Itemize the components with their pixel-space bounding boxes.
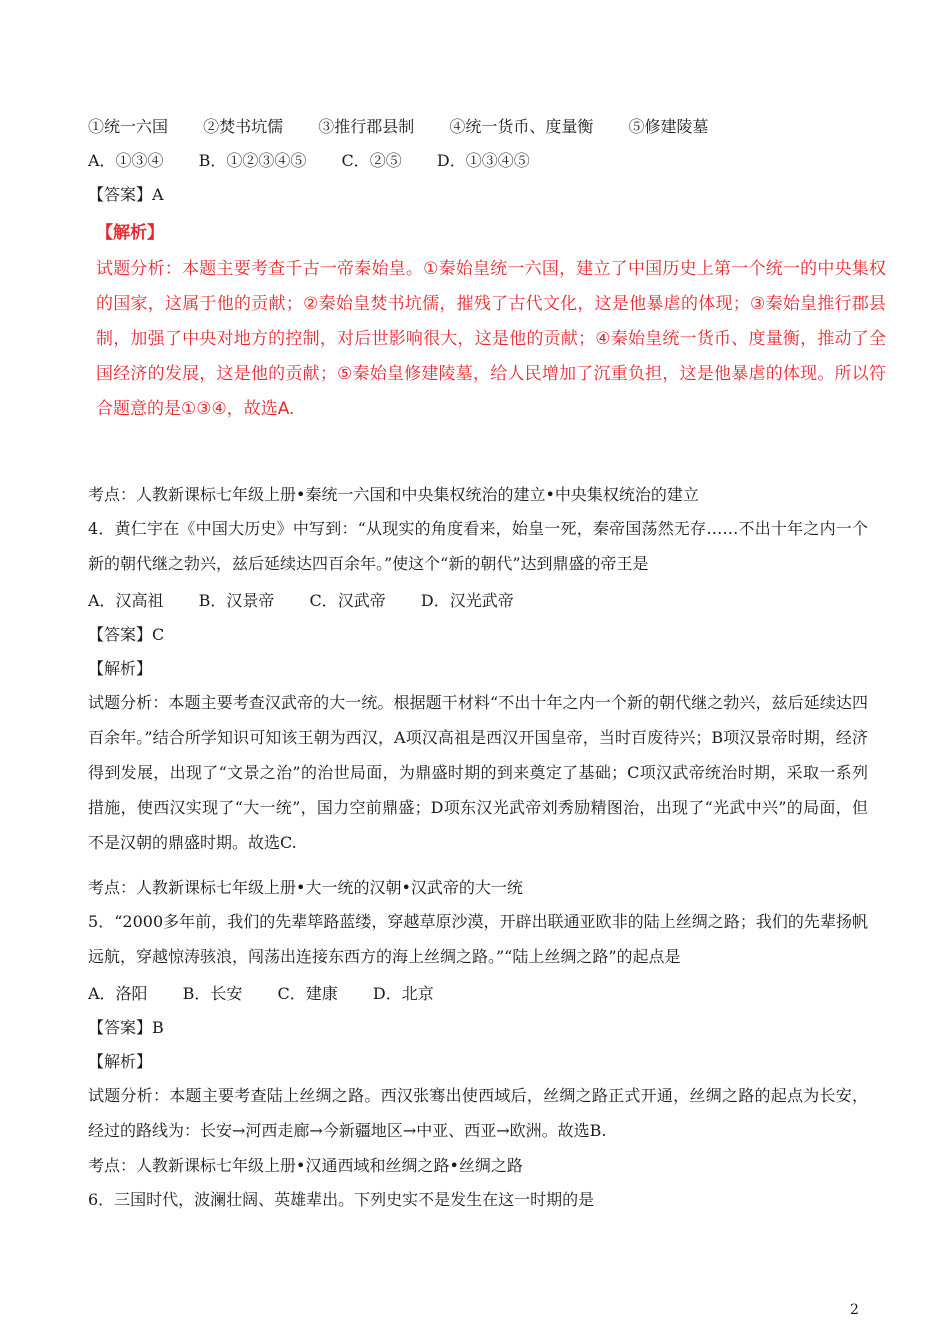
q4-options [88,591,544,611]
q5-options [88,984,464,1004]
q3-analysis-heading: 【解析】 [96,223,164,243]
q5-analysis-heading: 【解析】 [88,1052,153,1071]
q4-option: B．汉景帝 [198,591,275,610]
q3-analysis-block [96,222,886,427]
q5-stem: 5．“2000多年前，我们的先辈筚路蓝缕，穿越草原沙漠，开辟出联通亚欧非的陆上丝绸之路；我们的先辈扬帆远航，穿越惊涛骇浪，闯荡出连接东西方的海上丝绸之路。”“陆上丝绸之路”的起点是 [88,912,868,966]
q4-option: A．汉高祖 [88,591,164,610]
q4-option: D．汉光武帝 [420,591,514,610]
q5-option: A．洛阳 [88,984,148,1003]
q4-analysis-text: 试题分析：本题主要考查汉武帝的大一统。根据题干材料“不出十年之内一个新的朝代继之勃兴，兹后延续达四百余年。”结合所学知识可知该王朝为西汉，A项汉高祖是西汉开国皇帝，当时百废待兴；B项汉景帝时期，经济得到发展，出现了“文景之治”的治世局面，为鼎盛时期的到来奠定了基础；C项汉武帝统治时期，采取一系列措施，使西汉实现了“大一统”，国力空前鼎盛；D项东汉光武帝刘秀励精图治，出现了“光武中兴”的局面，但不是汉朝的鼎盛时期。故选C. [88,693,868,852]
q3-option: C．②⑤ [341,151,402,170]
q3-answer: 【答案】A [88,185,164,204]
q3-item: ①统一六国 [88,117,169,136]
q4-analysis-heading: 【解析】 [88,659,153,678]
q3-option: B．①②③④⑤ [198,151,307,170]
q4-answer: 【答案】C [88,625,165,644]
q5-answer: 【答案】B [88,1018,164,1037]
q3-option: A．①③④ [88,151,164,170]
q4-option: C．汉武帝 [309,591,386,610]
q5-kaodian: 考点：人教新课标七年级上册•汉通西域和丝绸之路•丝绸之路 [88,1156,523,1175]
q3-item: ②焚书坑儒 [203,117,284,136]
q5-option: D．北京 [372,984,434,1003]
q4-kaodian: 考点：人教新课标七年级上册•大一统的汉朝•汉武帝的大一统 [88,878,523,897]
q5-option: C．建康 [277,984,338,1003]
q3-items [88,117,738,137]
q3-options [88,151,560,171]
q3-item: ④统一货币、度量衡 [449,117,594,136]
q5-analysis-text: 试题分析：本题主要考查陆上丝绸之路。西汉张骞出使西域后，丝绸之路正式开通，丝绸之路的起点为长安，经过的路线为：长安→河西走廊→今新疆地区→中亚、西亚→欧洲。故选B. [88,1086,868,1140]
q3-option: D．①③④⑤ [436,151,530,170]
page-number: 2 [850,1302,859,1318]
q3-item: ⑤修建陵墓 [628,117,709,136]
q6-stem: 6．三国时代，波澜壮阔、英雄辈出。下列史实不是发生在这一时期的是 [88,1190,595,1209]
q5-option: B．长安 [182,984,243,1003]
q3-analysis-text: 试题分析：本题主要考查千古一帝秦始皇。①秦始皇统一六国，建立了中国历史上第一个统一的中央集权的国家，这属于他的贡献；②秦始皇焚书坑儒，摧残了古代文化，这是他暴虐的体现；③秦始皇推行郡县制，加强了中央对地方的控制，对后世影响很大，这是他的贡献；④秦始皇统一货币、度量衡，推动了全国经济的发展，这是他的贡献；⑤秦始皇修建陵墓，给人民增加了沉重负担，这是他暴虐的体现。所以符合题意的是①③④，故选A. [96,259,886,419]
q3-kaodian: 考点：人教新课标七年级上册•秦统一六国和中央集权统治的建立•中央集权统治的建立 [88,485,699,504]
q3-item: ③推行郡县制 [318,117,415,136]
q4-stem: 4．黄仁宇在《中国大历史》中写到：“从现实的角度看来，始皇一死，秦帝国荡然无存……不出十年之内一个新的朝代继之勃兴，兹后延续达四百余年。”使这个“新的朝代”达到鼎盛的帝王是 [88,519,868,573]
